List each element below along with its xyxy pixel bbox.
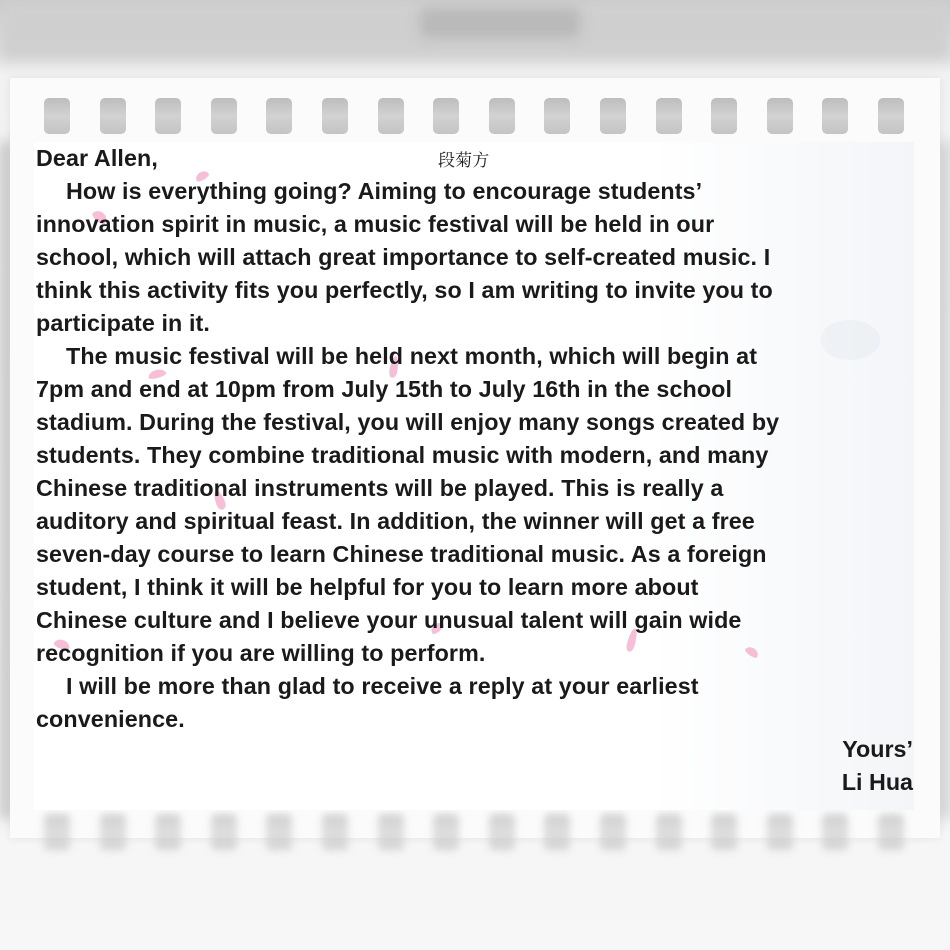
film-hole — [600, 98, 626, 134]
film-hole — [544, 814, 570, 850]
paragraph-line: think this activity fits you perfectly, so I am writing to invite you to — [36, 277, 773, 303]
paragraph-line: convenience. — [36, 706, 185, 732]
film-hole — [711, 814, 737, 850]
film-hole — [100, 814, 126, 850]
film-hole — [378, 814, 404, 850]
film-hole — [322, 814, 348, 850]
paragraph-line: I will be more than glad to receive a reply at your earliest — [66, 673, 699, 699]
signature: Li Hua — [841, 769, 913, 795]
background-blur-shape — [420, 8, 580, 38]
paragraph-line: seven-day course to learn Chinese traditional music. As a foreign — [36, 541, 767, 567]
film-hole — [489, 98, 515, 134]
paragraph-line: 7pm and end at 10pm from July 15th to July 16th in the school — [36, 376, 733, 402]
film-hole — [211, 98, 237, 134]
film-hole — [266, 98, 292, 134]
paragraph-line: auditory and spiritual feast. In addition, the winner will get a free — [36, 508, 755, 534]
paragraph-line: students. They combine traditional music with modern, and many — [36, 442, 769, 468]
film-hole — [878, 98, 904, 134]
film-hole — [489, 814, 515, 850]
film-hole — [322, 98, 348, 134]
closing-word: Yours’ — [842, 736, 913, 762]
greeting: Dear Allen, — [36, 145, 158, 171]
film-hole — [44, 814, 70, 850]
letter-closing — [842, 733, 913, 799]
film-hole — [378, 98, 404, 134]
paragraph-line: Chinese culture and I believe your unusual talent will gain wide — [36, 607, 742, 633]
paragraph-line: Chinese traditional instruments will be played. This is really a — [36, 475, 724, 501]
letter-body — [36, 142, 916, 736]
paragraph-2 — [36, 340, 916, 670]
paragraph-line: participate in it. — [36, 310, 210, 336]
paragraph-line: school, which will attach great importance to self-created music. I — [36, 244, 771, 270]
film-hole — [211, 814, 237, 850]
paragraph-line: The music festival will be held next month, which will begin at — [66, 343, 758, 369]
paragraph-line: stadium. During the festival, you will enjoy many songs created by — [36, 409, 780, 435]
paragraph-line: student, I think it will be helpful for you to learn more about — [36, 574, 699, 600]
handwritten-name: 段菊方 — [438, 151, 490, 171]
film-hole — [656, 814, 682, 850]
paragraph-3 — [36, 670, 916, 736]
paragraph-line: innovation spirit in music, a music festival will be held in our — [36, 211, 715, 237]
film-hole — [433, 98, 459, 134]
film-holes-top — [44, 98, 904, 134]
film-hole — [600, 814, 626, 850]
film-hole — [433, 814, 459, 850]
film-hole — [544, 98, 570, 134]
film-hole — [155, 814, 181, 850]
paragraph-1 — [36, 175, 916, 340]
film-hole — [822, 814, 848, 850]
film-hole — [266, 814, 292, 850]
film-hole — [767, 98, 793, 134]
greeting-row — [36, 142, 916, 175]
film-hole — [656, 98, 682, 134]
film-hole — [878, 814, 904, 850]
film-hole — [100, 98, 126, 134]
film-hole — [44, 98, 70, 134]
film-hole — [822, 98, 848, 134]
film-hole — [767, 814, 793, 850]
film-hole — [155, 98, 181, 134]
paragraph-line: How is everything going? Aiming to encourage students’ — [66, 178, 703, 204]
film-holes-bottom — [44, 814, 904, 848]
paragraph-line: recognition if you are willing to perform. — [36, 640, 486, 666]
film-hole — [711, 98, 737, 134]
